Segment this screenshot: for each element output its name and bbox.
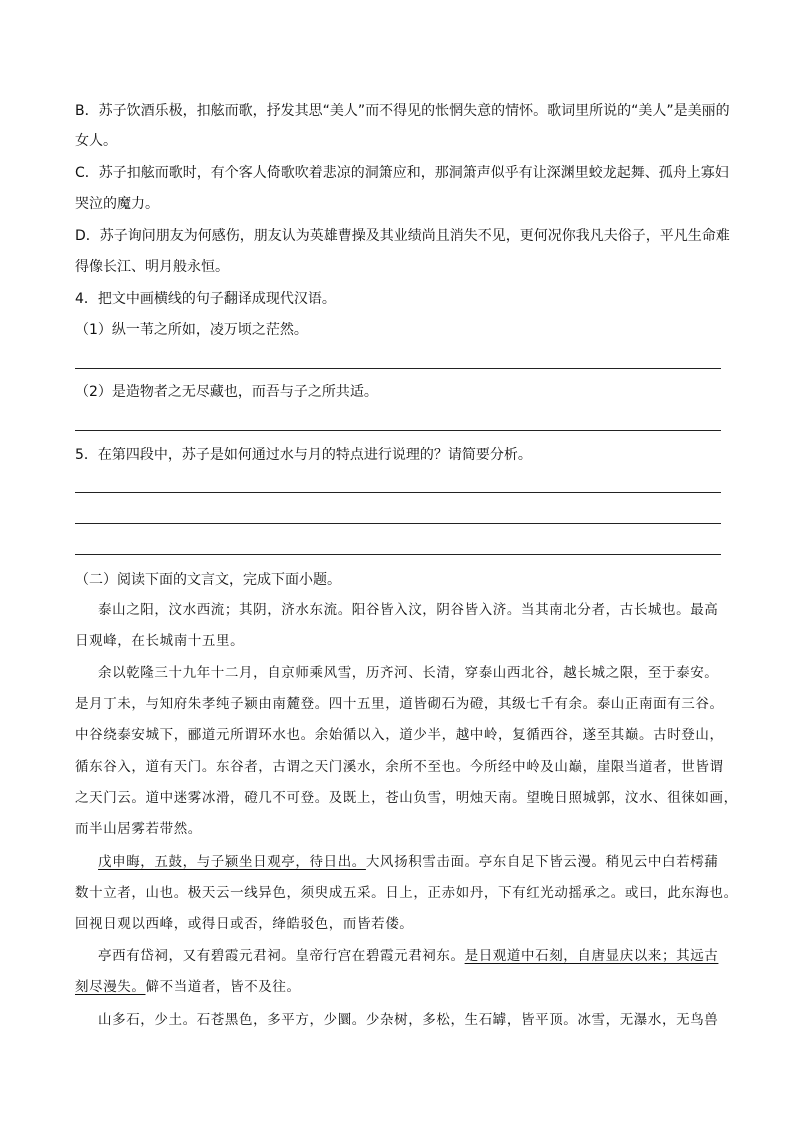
question-4-title: 4．把文中画横线的句子翻译成现代汉语。 (75, 291, 336, 307)
passage-p2-line2: 是月丁未，与知府朱孝纯子颍由南麓登。四十五里，道皆砌石为磴，其级七千有余。泰山正南面有三谷。 (75, 696, 724, 712)
passage-p3-line1 (98, 852, 718, 872)
passage-p3-line1-rest: 大风扬积雪击面。亭东自足下皆云漫。稍见云中白若樗蒱 (365, 854, 719, 870)
passage-p1-line1: 泰山之阳，汶水西流；其阴，济水东流。阳谷皆入汶，阴谷皆入济。当其南北分者，古长城也。最高 (98, 602, 719, 618)
option-b-line1: B．苏子饮酒乐极，扣舷而歌，抒发其思“美人”而不得见的怅惘失意的情怀。歌词里所说的“美人”是美丽的 (75, 103, 730, 119)
option-c-line1: C．苏子扣舷而歌时，有个客人倚歌吹着悲凉的洞箫应和，那洞箫声似乎有让深渊里蛟龙起舞、孤舟上寡妇 (75, 165, 729, 181)
answer-line-5-3[interactable] (75, 554, 721, 555)
underlined-sentence-2-part1: 是日观道中石刻，自唐显庆以来；其远古 (464, 948, 719, 964)
answer-line-5-1[interactable] (75, 492, 721, 493)
passage-p4-line1 (98, 946, 718, 966)
passage-p5-line1: 山多石，少土。石苍黑色，多平方，少圜。少杂树，多松，生石罅，皆平顶。冰雪，无瀑水，无鸟兽 (98, 1012, 719, 1028)
option-b-line2: 女人。 (75, 133, 117, 149)
section-2-title: （二）阅读下面的文言文，完成下面小题。 (75, 572, 341, 588)
option-d-line2: 得像长江、明月般永恒。 (75, 259, 229, 275)
underlined-sentence-2-part2: 刻尽漫失。 (75, 979, 146, 995)
question-5-title: 5．在第四段中，苏子是如何通过水与月的特点进行说理的？请简要分析。 (75, 447, 532, 463)
passage-p1-line2: 日观峰，在长城南十五里。 (75, 633, 245, 649)
option-c-line2: 哭泣的魔力。 (75, 196, 159, 212)
passage-p3-line3: 回视日观以西峰，或得日或否，绛皓驳色，而皆若偻。 (75, 916, 414, 932)
answer-line-4-1[interactable] (75, 368, 721, 369)
passage-p2-line1: 余以乾隆三十九年十二月，自京师乘风雪，历齐河、长清，穿泰山西北谷，越长城之限，至于泰安。 (98, 665, 719, 681)
passage-p4-line1-pre: 亭西有岱祠，又有碧霞元君祠。皇帝行宫在碧霞元君祠东。 (98, 948, 465, 964)
passage-p2-line3: 中谷绕泰安城下，郦道元所谓环水也。余始循以入，道少半，越中岭，复循西谷，遂至其巅。古时登山， (75, 727, 724, 743)
answer-line-5-2[interactable] (75, 523, 721, 524)
passage-p2-line4: 循东谷入，道有天门。东谷者，古谓之天门溪水，余所不至也。今所经中岭及山巅，崖限当道者，世皆谓 (75, 759, 724, 775)
answer-line-4-2[interactable] (75, 430, 721, 431)
option-d-line1: D．苏子询问朋友为何感伤，朋友认为英雄曹操及其业绩尚且消失不见，更何况你我凡夫俗子，平凡生命难 (75, 228, 730, 244)
passage-p4-line2 (75, 977, 301, 997)
question-4-sentence-2: （2）是造物者之无尽藏也，而吾与子之所共适。 (75, 384, 378, 400)
question-4-sentence-1: （1）纵一苇之所如，凌万顷之茫然。 (75, 322, 308, 338)
passage-p2-line5: 之天门云。道中迷雾冰滑，磴几不可登。及既上，苍山负雪，明烛天南。望晚日照城郭，汶水、徂徕如画， (75, 790, 738, 806)
passage-p2-line6: 而半山居雾若带然。 (75, 821, 202, 837)
passage-p3-line2: 数十立者，山也。极天云一线异色，须臾成五采。日上，正赤如丹，下有红光动摇承之。或曰，此东海也。 (75, 885, 738, 901)
passage-p4-line2-rest: 僻不当道者，皆不及往。 (145, 979, 301, 995)
underlined-sentence-1: 戊申晦，五鼓，与子颍坐日观亭，待日出。 (98, 854, 366, 870)
